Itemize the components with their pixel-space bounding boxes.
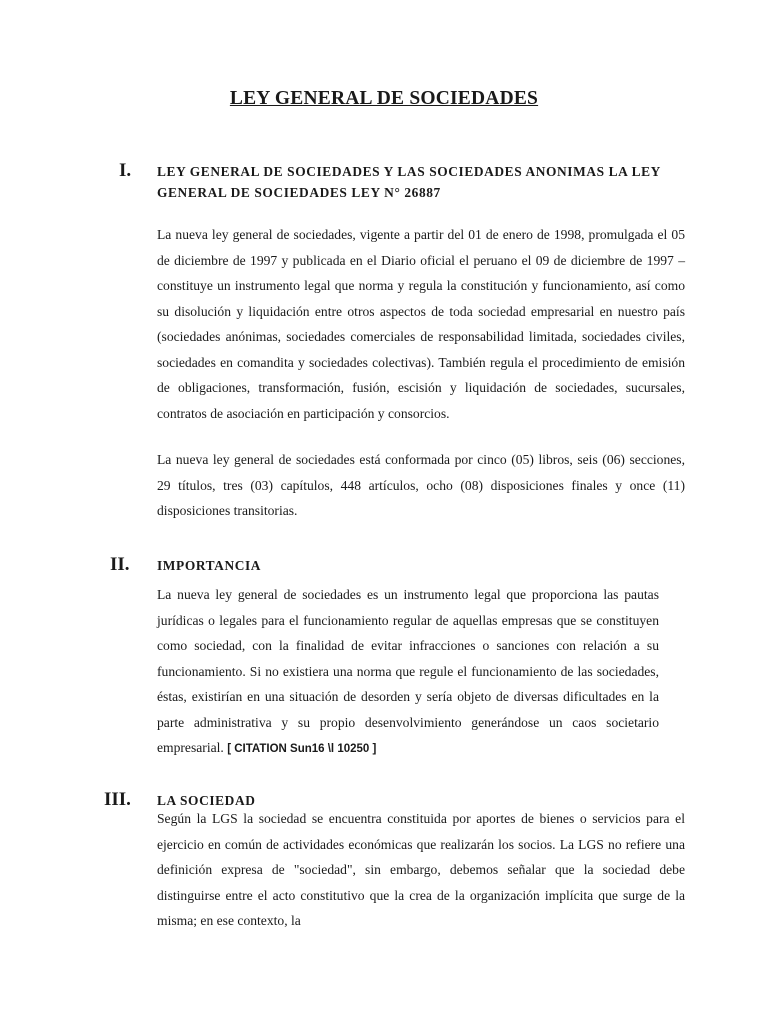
citation-field: [ CITATION Sun16 \l 10250 ]	[227, 743, 377, 755]
document-title: LEY GENERAL DE SOCIEDADES	[229, 88, 539, 109]
section-2-paragraph-1	[157, 582, 659, 763]
section-3-paragraph-1: Según la LGS la sociedad se encuentra constituida por aportes de bienes o servicios para el ejercicio en común de actividades económicas que realizarán los socios. La LGS no refiere una definición expresa de "sociedad", sin embargo, debemos señalar que la sociedad debe distinguirse entre el acto constitutivo que la crea de la organización implícita que surge de la misma; en ese contexto, la	[157, 811, 685, 928]
section-3-numeral: III.	[104, 789, 131, 810]
section-2-paragraph-text: La nueva ley general de sociedades es un instrumento legal que proporciona las pautas jurídicas o legales para el funcionamiento regular de aquellas empresas que se constituyen como sociedad, con la finalidad de evitar infracciones o sanciones con relación a su funcionamiento. Si no existiera una norma que regule el funcionamiento de las sociedades, éstas, existirían en una situación de desorden y sería objeto de diversas dificultades en la parte administrativa y su propio desenvolvimiento generándose un caos societario empresarial.	[157, 587, 659, 755]
section-1-paragraph-1: La nueva ley general de sociedades, vigente a partir del 01 de enero de 1998, promulgada el 05 de diciembre de 1997 y publicada en el Diario oficial el peruano el 09 de diciembre de 1997 – constituye un instrumento legal que norma y regula la constitución y funcionamiento, así como su disolución y liquidación entre otros aspectos de toda sociedad empresarial en nuestro país (sociedades anónimas, sociedades comerciales de responsabilidad limitada, sociedades civiles, sociedades en comandita y sociedades colectivas). También regula el procedimiento de emisión de obligaciones, transformación, fusión, escisión y liquidación de sociedades, sucursales, contratos de asociación en participación y consorcios.	[157, 227, 685, 421]
section-1-numeral: I.	[119, 160, 132, 181]
section-1-paragraph-2: La nueva ley general de sociedades está conformada por cinco (05) libros, seis (06) secciones, 29 títulos, tres (03) capítulos, 448 artículos, ocho (08) disposiciones finales y once (11) disposiciones transitorias.	[157, 452, 685, 518]
section-2-numeral: II.	[110, 554, 130, 575]
section-2-heading: IMPORTANCIA	[157, 558, 262, 573]
section-1-heading: LEY GENERAL DE SOCIEDADES Y LAS SOCIEDADES ANONIMAS LA LEY GENERAL DE SOCIEDADES LEY N° 26887	[157, 164, 661, 200]
section-3-heading: LA SOCIEDAD	[157, 793, 256, 808]
